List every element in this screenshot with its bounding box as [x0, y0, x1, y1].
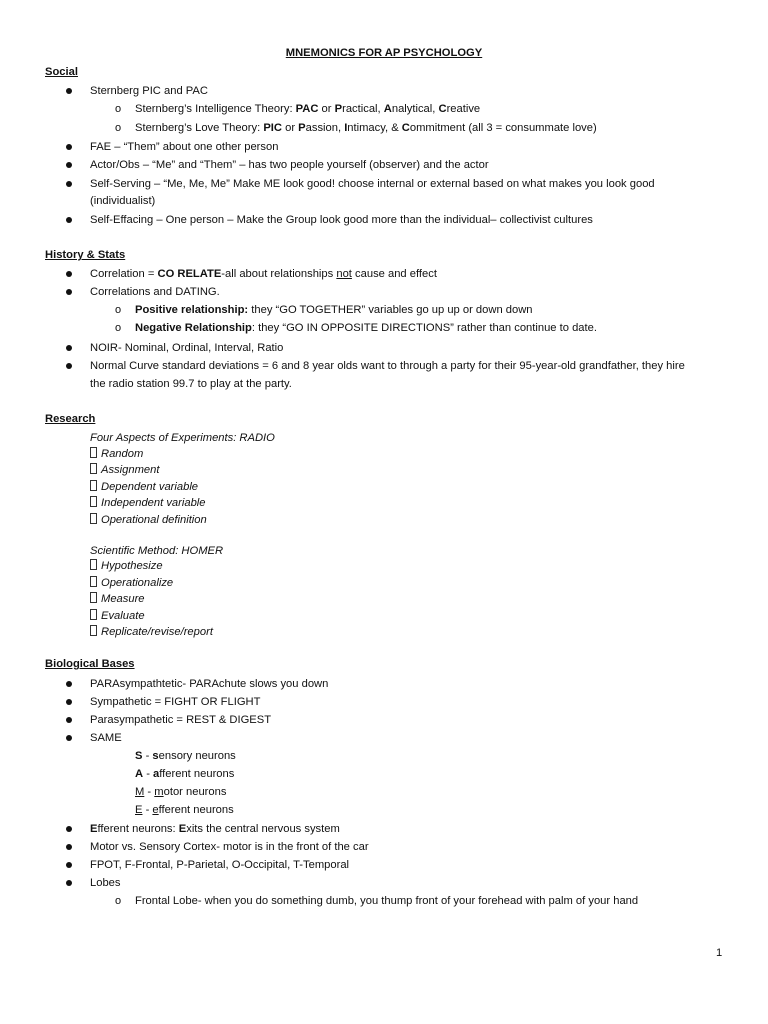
bullet-dot [66, 181, 72, 187]
list-item: Self-Effacing – One person – Make the Group look good more than the individual– collectivist cultures [90, 214, 593, 226]
same-e-line: E - efferent neurons [135, 804, 234, 816]
bullet-dot [66, 345, 72, 351]
list-item: Correlations and DATING. [90, 286, 220, 298]
section-heading-social: Social [45, 66, 78, 78]
page-number: 1 [716, 947, 723, 959]
list-item: SAME [90, 732, 122, 744]
section-heading-history: History & Stats [45, 249, 126, 261]
sub-bullet-marker: o [115, 103, 122, 115]
bullet-dot [66, 363, 72, 369]
box-icon [90, 576, 97, 587]
list-item: Sympathetic = FIGHT OR FLIGHT [90, 696, 261, 708]
box-icon [90, 609, 97, 620]
bullet-dot [66, 880, 72, 886]
radio-heading: Four Aspects of Experiments: RADIO [90, 432, 275, 444]
bullet-dot [66, 844, 72, 850]
list-item-love-theory: Sternberg’s Love Theory: PIC or Passion, Intimacy, & Commitment (all 3 = consummate love) [135, 122, 597, 134]
list-item: Hypothesize [90, 559, 163, 573]
bullet-dot [66, 862, 72, 868]
list-item: Lobes [90, 877, 121, 889]
sub-bullet-marker: o [115, 895, 122, 907]
list-item: Independent variable [90, 496, 206, 510]
box-icon [90, 496, 97, 507]
list-item-correlation: Correlation = CO RELATE-all about relationships not cause and effect [90, 268, 437, 280]
list-item-negative: Negative Relationship: they “GO IN OPPOSITE DIRECTIONS” rather than continue to date. [135, 322, 597, 334]
bullet-dot [66, 735, 72, 741]
list-item: FAE – “Them” about one other person [90, 141, 279, 153]
list-item: PARAsympathtetic- PARAchute slows you down [90, 678, 329, 690]
list-item: Parasympathetic = REST & DIGEST [90, 714, 272, 726]
list-item-positive: Positive relationship: they “GO TOGETHER” variables go up up or down down [135, 304, 533, 316]
list-item: Motor vs. Sensory Cortex- motor is in the front of the car [90, 841, 369, 853]
list-item: Evaluate [90, 609, 145, 623]
document-title: MNEMONICS FOR AP PSYCHOLOGY [285, 47, 483, 59]
box-icon [90, 592, 97, 603]
box-icon [90, 480, 97, 491]
list-item: Normal Curve standard deviations = 6 and 8 year olds want to through a party for their 95-year-old grandfather, they hire [90, 360, 685, 372]
bullet-dot [66, 88, 72, 94]
bullet-dot [66, 271, 72, 277]
box-icon [90, 513, 97, 524]
bullet-dot [66, 699, 72, 705]
list-item: Sternberg PIC and PAC [90, 85, 208, 97]
box-icon [90, 625, 97, 636]
list-item: Random [90, 447, 143, 461]
bullet-dot [66, 681, 72, 687]
list-item: Dependent variable [90, 480, 198, 494]
list-item-continuation: the radio station 99.7 to play at the party. [90, 378, 292, 390]
list-item: Measure [90, 592, 145, 606]
list-item: Replicate/revise/report [90, 625, 213, 639]
list-item: Self-Serving – “Me, Me, Me” Make ME look good! choose internal or external based on what makes you look good [90, 178, 655, 190]
list-item: Assignment [90, 463, 159, 477]
list-item: NOIR- Nominal, Ordinal, Interval, Ratio [90, 342, 284, 354]
section-heading-biological: Biological Bases [45, 658, 135, 670]
list-item: Operational definition [90, 513, 207, 527]
box-icon [90, 559, 97, 570]
list-item: FPOT, F-Frontal, P-Parietal, O-Occipital, T-Temporal [90, 859, 350, 871]
sub-bullet-marker: o [115, 322, 122, 334]
list-item-continuation: (individualist) [90, 195, 156, 207]
list-item: Frontal Lobe- when you do something dumb, you thump front of your forehead with palm of your hand [135, 895, 639, 907]
bullet-dot [66, 162, 72, 168]
bullet-dot [66, 217, 72, 223]
section-heading-research: Research [45, 413, 96, 425]
bullet-dot [66, 717, 72, 723]
sub-bullet-marker: o [115, 122, 122, 134]
homer-heading: Scientific Method: HOMER [90, 545, 224, 557]
list-item: Operationalize [90, 576, 173, 590]
same-s-line: S - sensory neurons [135, 750, 236, 762]
box-icon [90, 447, 97, 458]
list-item: Actor/Obs – “Me” and “Them” – has two people yourself (observer) and the actor [90, 159, 489, 171]
list-item-efferent: Efferent neurons: Exits the central nervous system [90, 823, 340, 835]
same-m-line: M - motor neurons [135, 786, 227, 798]
box-icon [90, 463, 97, 474]
bullet-dot [66, 826, 72, 832]
bullet-dot [66, 289, 72, 295]
same-a-line: A - afferent neurons [135, 768, 235, 780]
sub-bullet-marker: o [115, 304, 122, 316]
bullet-dot [66, 144, 72, 150]
list-item-intelligence-theory: Sternberg’s Intelligence Theory: PAC or Practical, Analytical, Creative [135, 103, 481, 115]
